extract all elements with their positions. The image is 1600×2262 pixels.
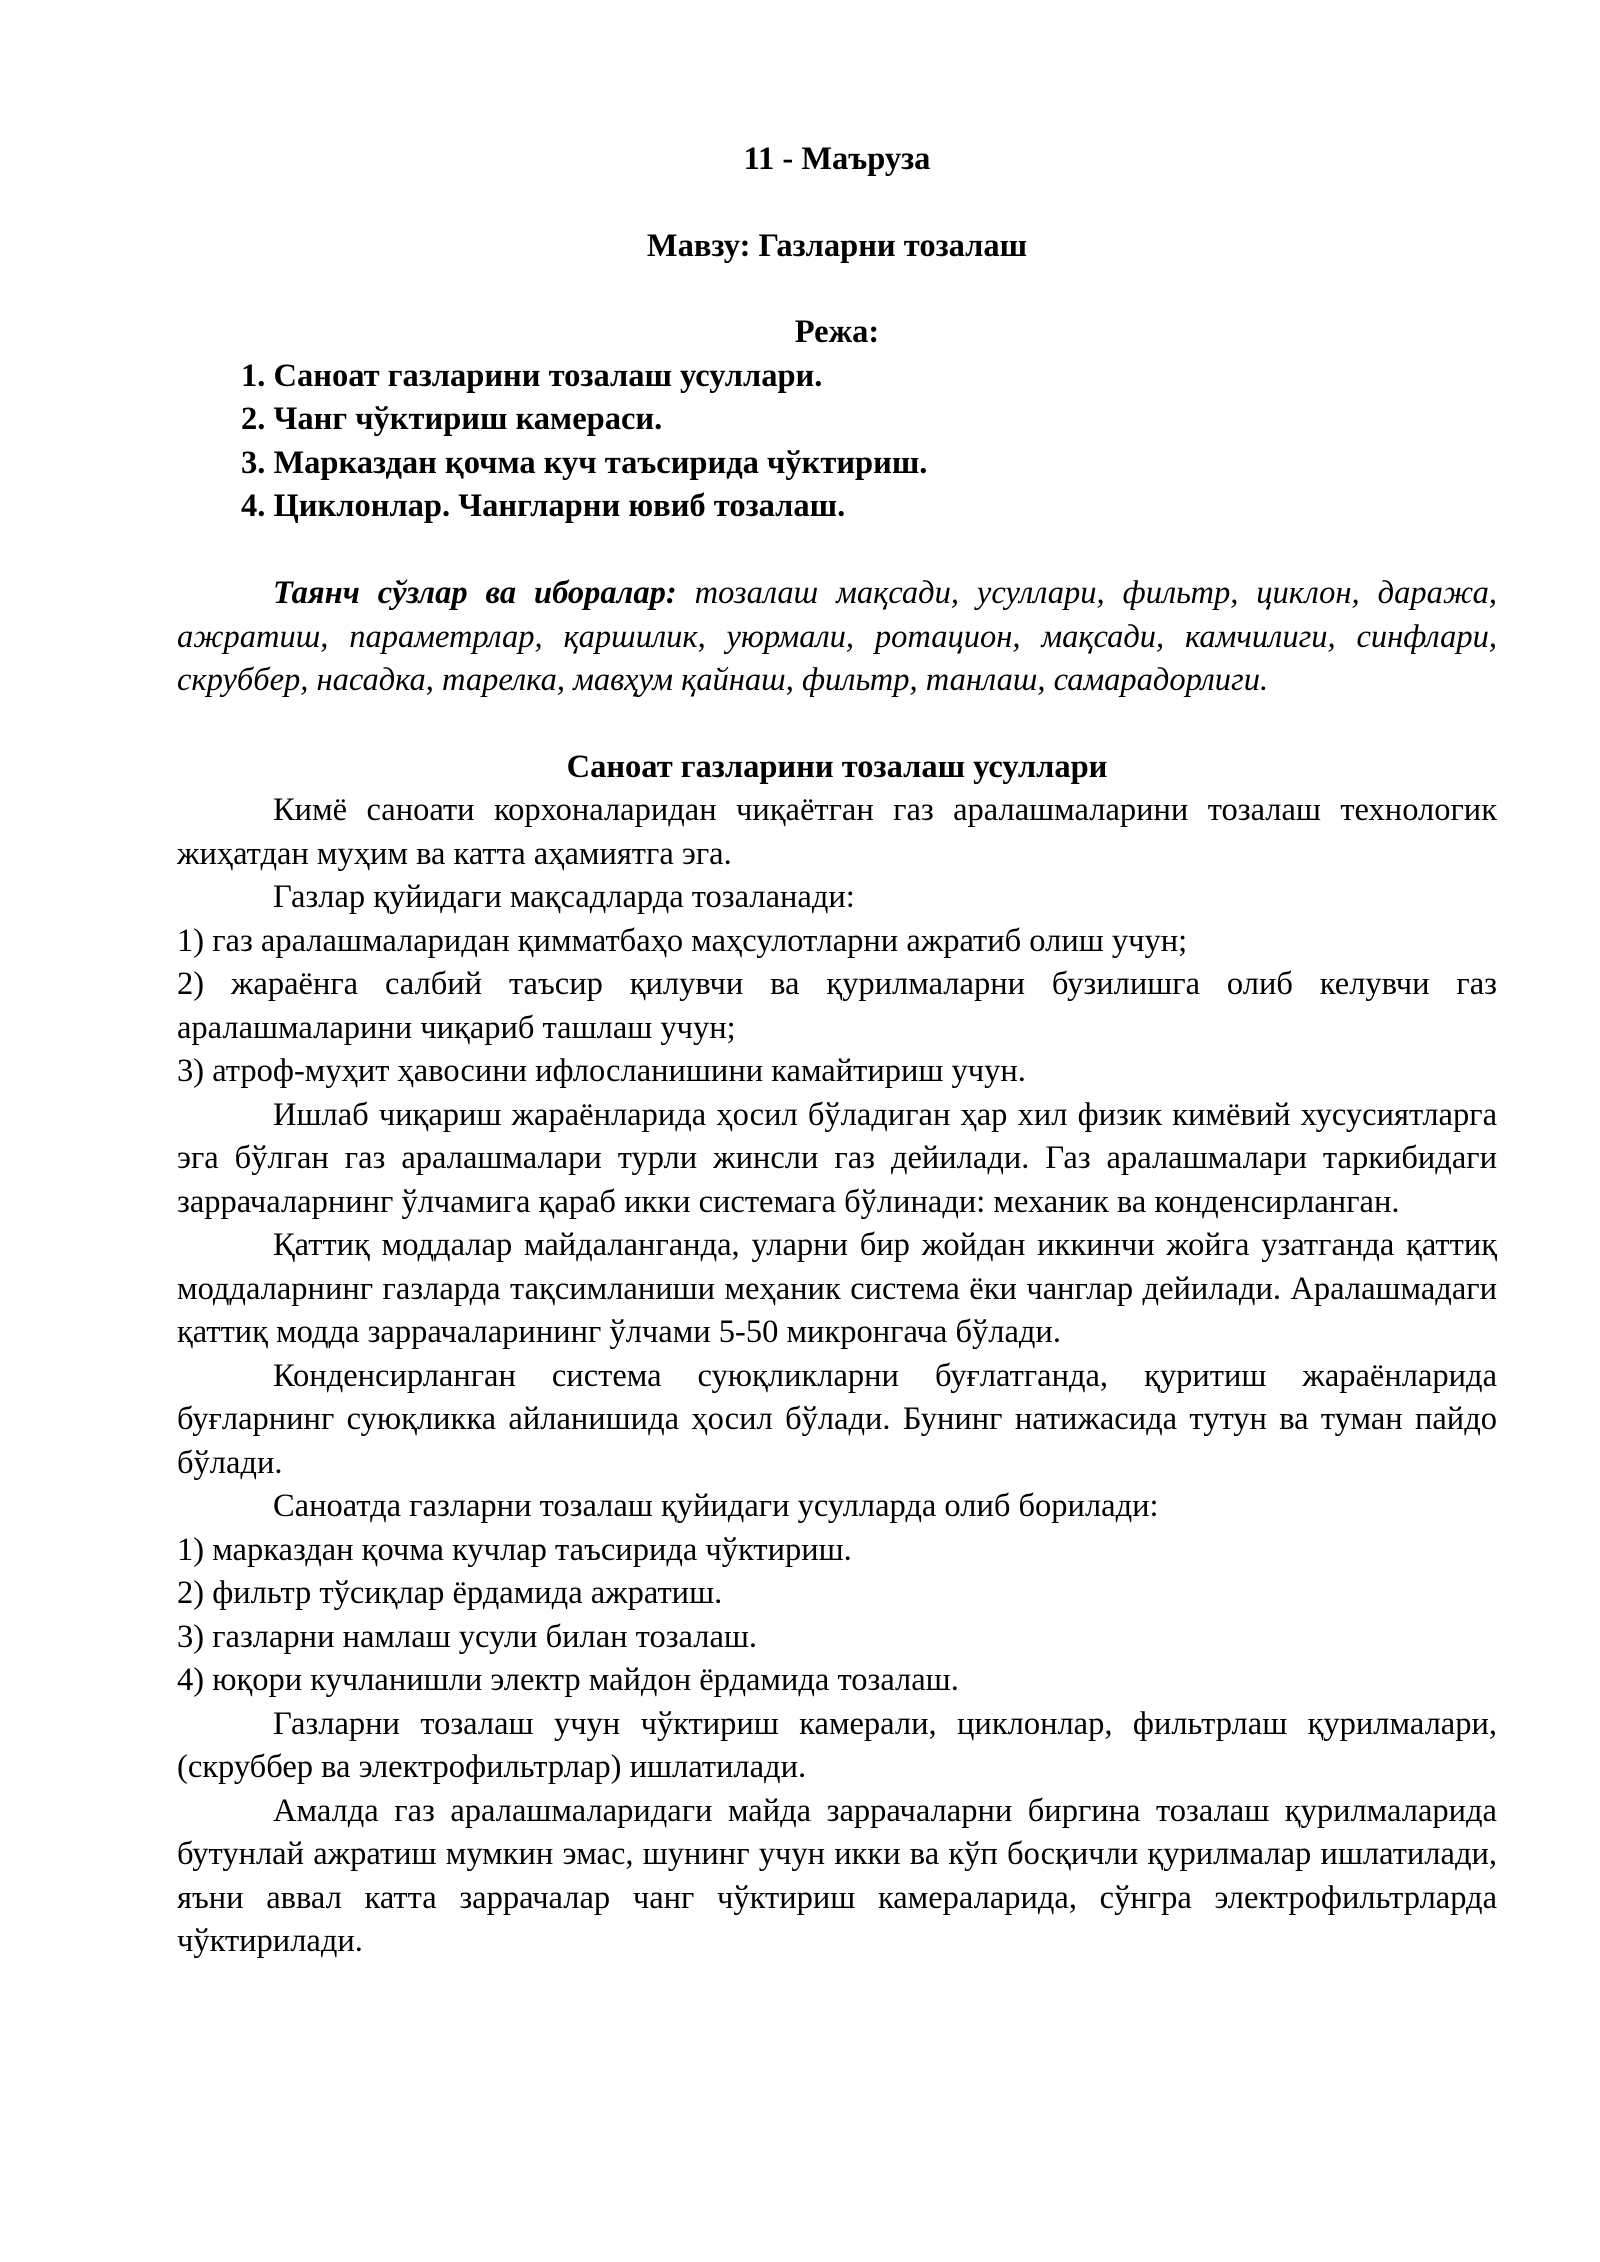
method-item: 1) марказдан қочма кучлар таъсирида чўктириш. — [177, 1531, 852, 1568]
paragraph-solids: Қаттиқ моддалар майдаланганда, уларни бир жойдан иккинчи жойга узатганда қаттиқ моддаларнинг газларда тақсимланиши меҳаник система ёки чанглар дейилади. Аралашмадаги қаттиқ модда заррачаларининг ўлчами 5-50 микронгача бўлади. — [177, 1227, 1497, 1350]
method-item: 3) газларни намлаш усули билан тозалаш. — [177, 1618, 758, 1655]
plan-heading: Режа: — [794, 314, 880, 350]
lecture-title: 11 - Маъруза — [743, 141, 931, 177]
plan-item: 3. Марказдан қочма куч таъсирида чўктириш. — [241, 444, 928, 481]
document-page — [177, 138, 1497, 1964]
paragraph-condensed: Конденсирланган система суюқликларни буғлатганда, қуритиш жараёнларида буғларнинг суюқликка айланишида ҳосил бўлади. Бунинг натижасида тутун ва туман пайдо бўлади. — [177, 1357, 1497, 1481]
keywords-label: Таянч сўзлар ва иборалар: — [273, 575, 677, 611]
plan-item: 2. Чанг чўктириш камераси. — [241, 401, 663, 437]
paragraph-equipment: Газларни тозалаш учун чўктириш камерали, циклонлар, фильтрлаш қурилмалари, (скруббер ва электрофильтрлар) ишлатилади. — [177, 1705, 1497, 1785]
keywords-text: тозалаш мақсади, усуллари, фильтр, циклон, даража, ажратиш, параметрлар, қаршилик, уюрмали, ротацион, мақсади, камчилиги, синфлари, скруббер, насадка, тарелка, мавҳум қайнаш, фильтр, танлаш, самарадорлиги. — [177, 575, 1497, 698]
purpose-item: 2) жараёнга салбий таъсир қилувчи ва қурилмаларни бузилишга олиб келувчи газ аралашмаларини чиқариб ташлаш учун; — [177, 966, 1497, 1046]
paragraph-intro: Кимё саноати корхоналаридан чиқаётган газ аралашмаларини тозалаш технологик жиҳатдан муҳим ва катта аҳамиятга эга. — [177, 792, 1497, 872]
purposes-intro: Газлар қуйидаги мақсадларда тозаланади: — [273, 879, 855, 915]
plan-item: 1. Саноат газларини тозалаш усуллари. — [241, 357, 823, 394]
methods-intro: Саноатда газларни тозалаш қуйидаги усулларда олиб борилади: — [273, 1488, 1159, 1524]
lecture-topic: Мавзу: Газларни тозалаш — [646, 227, 1028, 264]
method-item: 2) фильтр тўсиқлар ёрдамида ажратиш. — [177, 1575, 723, 1611]
purpose-item: 1) газ аралашмаларидан қимматбаҳо маҳсулотларни ажратиб олиш учун; — [177, 922, 1188, 959]
purpose-item: 3) атроф-муҳит ҳавосини ифлосланишини камайтириш учун. — [177, 1053, 1026, 1089]
keywords-paragraph — [177, 572, 1497, 703]
section-heading: Саноат газларини тозалаш усуллари — [566, 748, 1108, 785]
method-item: 4) юқори кучланишли электр майдон ёрдамида тозалаш. — [177, 1662, 959, 1698]
spacer — [177, 529, 1497, 573]
paragraph-stages: Амалда газ аралашмаларидаги майда заррачаларни биргина тозалаш қурилмаларида бутунлай ажратиш мумкин эмас, шунинг учун икки ва кўп босқичли қурилмалар ишлатилади, яъни аввал катта заррачалар чанг чўктириш камераларида, сўнгра электрофильтрларда чўктирилади. — [177, 1792, 1497, 1959]
plan-list — [177, 355, 1497, 529]
paragraph-systems: Ишлаб чиқариш жараёнларида ҳосил бўладиган ҳар хил физик кимёвий хусусиятларга эга бўлган газ аралашмалари турли жинсли газ дейилади. Газ аралашмалари таркибидаги заррачаларнинг ўлчамига қараб икки системага бўлинади: механик ва конденсирланган. — [177, 1096, 1497, 1220]
plan-item: 4. Циклонлар. Чангларни ювиб тозалаш. — [241, 488, 846, 524]
